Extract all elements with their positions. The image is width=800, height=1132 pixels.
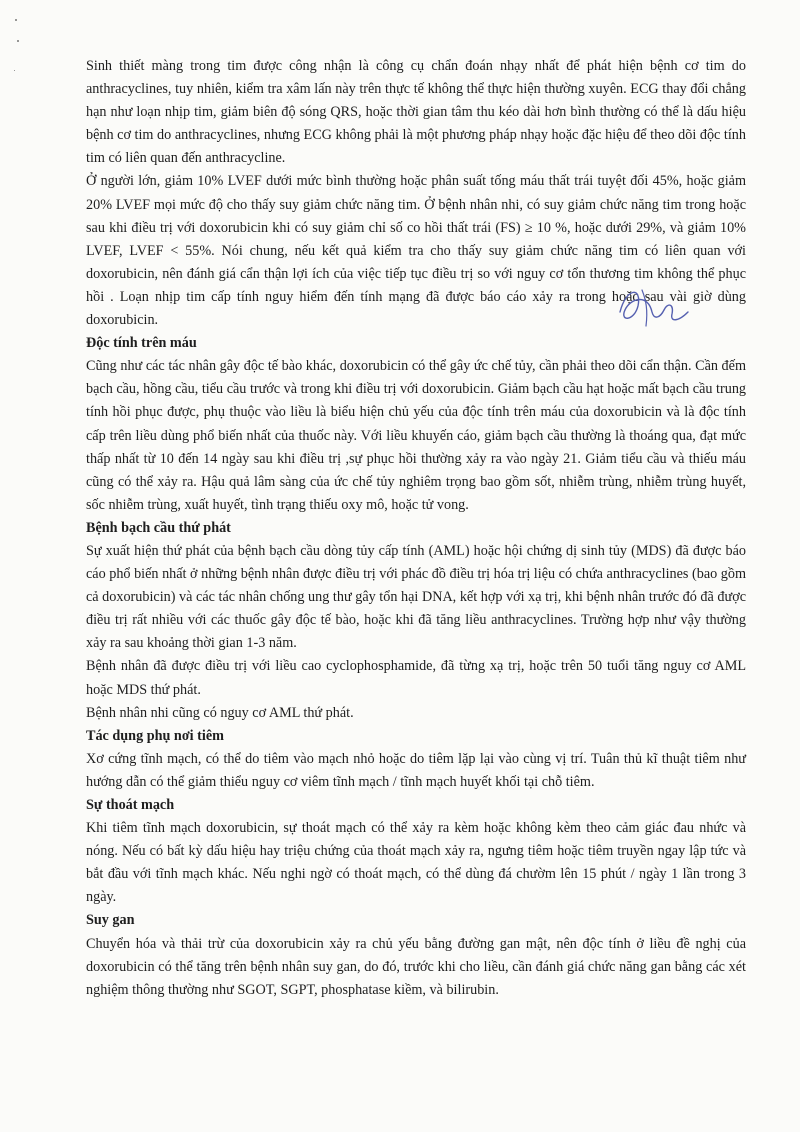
paragraph-myelosuppression: Cũng như các tác nhân gây độc tế bào khác, doxorubicin có thể gây ức chế tủy, cần phải theo dõi cẩn thận. Cần đếm bạch cầu, hồng cầu, tiểu cầu trước và trong khi điều trị với doxorubicin. Giảm bạch cầu hạt hoặc mất bạch cầu trung tính hồi phục được, phụ thuộc vào liều là biểu hiện chủ yếu của độc tính trên máu của doxorubicin và là độc tính cấp trên liều dùng phổ biến nhất của thuốc này. Với liều khuyến cáo, giảm bạch cầu thường là thoáng qua, đạt mức thấp nhất từ 10 đến 14 ngày sau khi điều trị ,sự phục hồi thường xảy ra vào ngày 21. Giảm tiểu cầu và thiếu máu cũng có thể xảy ra. Hậu quả lâm sàng của ức chế tủy nghiêm trọng bao gồm sốt, nhiễm trùng, nhiễm trùng huyết, sốc nhiễm trùng, xuất huyết, tình trạng thiếu oxy mô, hoặc tử vong. — [86, 358, 746, 513]
paragraph-hepatic: Chuyển hóa và thải trừ của doxorubicin xảy ra chủ yếu bằng đường gan mật, nên độc tính ở liều đề nghị của doxorubicin có thể tăng trên bệnh nhân suy gan, do đó, trước khi cho liều, cần đánh giá chức năng gan bằng các xét nghiệm thông thường như SGOT, SGPT, phosphatase kiềm, và bilirubin. — [86, 935, 746, 998]
paragraph-lvef: Ở người lớn, giảm 10% LVEF dưới mức bình thường hoặc phân suất tống máu thất trái tuyệt đối 45%, hoặc giảm 20% LVEF mọi mức độ cho thấy suy giảm chức năng tim. Ở bệnh nhân nhi, có suy giảm chức năng tim trong hoặc sau khi điều trị với doxorubicin khi có suy giảm chỉ số co hồi thất trái (FS) ≥ 10 %, hoặc dưới 29%, và giảm 10% LVEF, LVEF < 55%. Nói chung, nếu kết quả kiểm tra cho thấy suy giảm chức năng tim có liên quan với doxorubicin, nên đánh giá cẩn thận lợi ích của việc tiếp tục điều trị so với nguy cơ tổn thương tim không thể phục hồi . Loạn nhịp tim cấp tính nguy hiểm đến tính mạng đã được báo cáo xảy ra trong hoặc sau vài giờ dùng doxorubicin. — [86, 173, 746, 329]
paragraph-cardiac-biopsy: Sinh thiết màng trong tim được công nhận là công cụ chẩn đoán nhạy nhất để phát hiện bệnh cơ tim do anthracyclines, tuy nhiên, kiểm tra xâm lấn này trên thực tế không thể thực hiện thường xuyên. ECG thay đổi chẳng hạn như loạn nhịp tim, giảm biên độ sóng QRS, hoặc thời gian tâm thu kéo dài hơn bình thường có thể là dấu hiệu bệnh cơ tim do anthracyclines, nhưng ECG không phải là một phương pháp nhạy hoặc đặc hiệu để theo dõi độc tính tim có liên quan đến anthracycline. — [86, 58, 746, 167]
paragraph-pediatric-risk: Bệnh nhân nhi cũng có nguy cơ AML thứ phát. — [86, 704, 354, 721]
paragraph-risk-factors: Bệnh nhân đã được điều trị với liều cao cyclophosphamide, đã từng xạ trị, hoặc trên 50 tuổi tăng nguy cơ AML hoặc MDS thứ phát. — [86, 658, 746, 698]
heading-secondary-leukemia: Bệnh bạch cầu thứ phát — [86, 519, 231, 536]
handwritten-signature — [612, 282, 692, 330]
heading-extravasation: Sự thoát mạch — [86, 797, 175, 813]
paragraph-phlebosclerosis: Xơ cứng tĩnh mạch, có thể do tiêm vào mạch nhỏ hoặc do tiêm lặp lại vào cùng vị trí. Tuân thủ kĩ thuật tiêm như hướng dẫn có thể giảm thiểu nguy cơ viêm tĩnh mạch / tĩnh mạch huyết khối tại chỗ tiêm. — [86, 750, 746, 790]
heading-hepatic-impairment: Suy gan — [86, 912, 135, 929]
paragraph-extravasation: Khi tiêm tĩnh mạch doxorubicin, sự thoát mạch có thể xảy ra kèm hoặc không kèm theo cảm giác đau nhức và nóng. Nếu có bất kỳ dấu hiệu hay triệu chứng của thoát mạch xảy ra, ngưng tiêm hoặc tiêm truyền ngay lập tức và bắt đầu với tĩnh mạch khác. Nếu nghi ngờ có thoát mạch, có thể dùng đá chườm lên 15 phút / ngày 1 lần trong 3 ngày. — [86, 820, 746, 906]
scan-speck — [15, 19, 17, 21]
document-body — [86, 55, 746, 1002]
heading-hematologic-toxicity: Độc tính trên máu — [86, 335, 197, 352]
scan-speck — [17, 40, 19, 42]
paragraph-aml-mds: Sự xuất hiện thứ phát của bệnh bạch cầu dòng tủy cấp tính (AML) hoặc hội chứng dị sinh tủy (MDS) đã được báo cáo phổ biến nhất ở những bệnh nhân được điều trị với phác đồ điều trị hóa trị liệu có chứa anthracyclines (bao gồm cả doxorubicin) và các tác nhân chống ung thư gây tổn hại DNA, kết hợp với xạ trị, khi bệnh nhân trước đó đã được điều trị rất nhiều với các thuốc gây độc tế bào, hoặc khi đã tăng liều anthracyclines. Trường hợp như vậy thường xảy ra sau khoảng thời gian 1-3 năm. — [86, 542, 746, 652]
scan-speck — [14, 70, 15, 71]
heading-injection-site: Tác dụng phụ nơi tiêm — [86, 727, 224, 744]
